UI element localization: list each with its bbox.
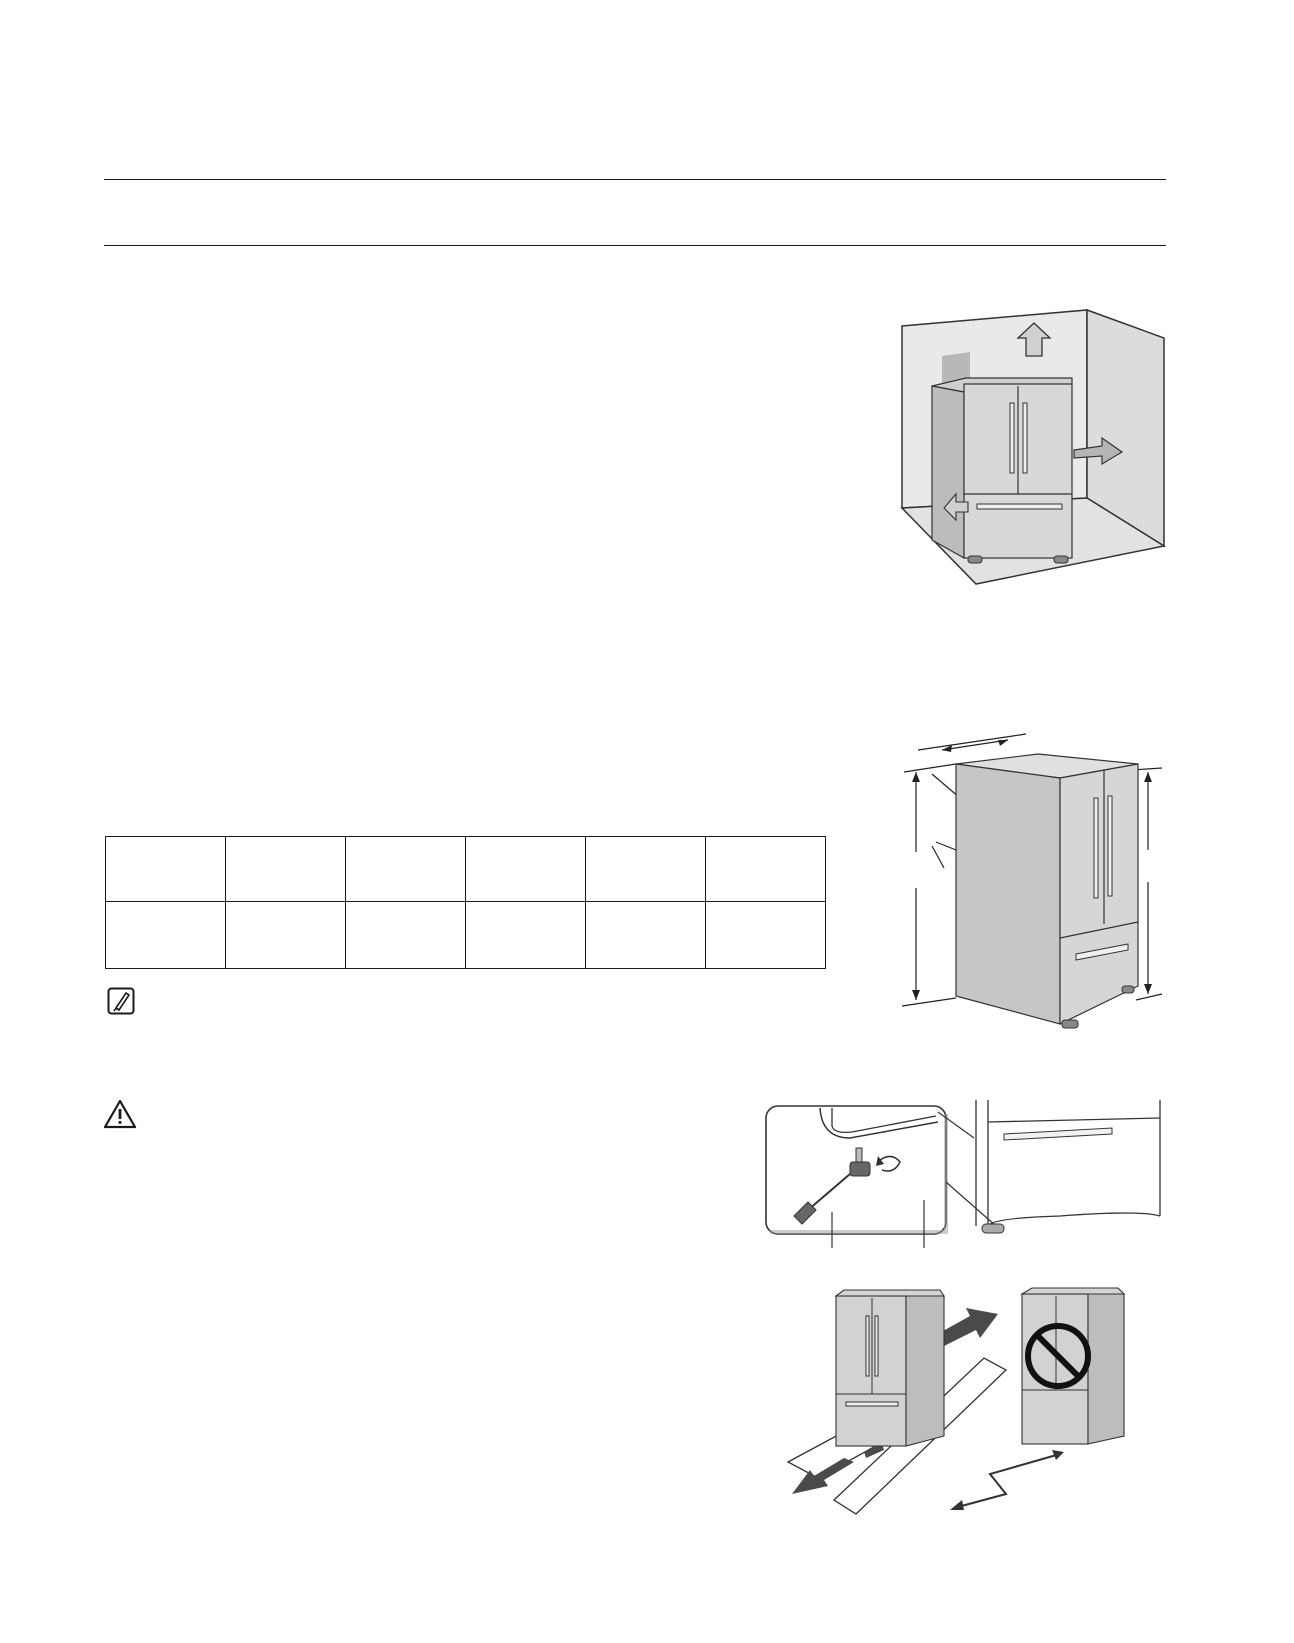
table-cell: [346, 902, 466, 969]
fridge-prohibited-illustration: [1022, 1288, 1124, 1444]
table-cell: [226, 902, 346, 969]
header-rule-top: [104, 179, 1166, 180]
table-cell: [346, 837, 466, 902]
fridge-on-boards-illustration: [836, 1290, 944, 1446]
moving-figure: [784, 1286, 1144, 1526]
fridge-illustration: [932, 378, 1072, 563]
table-cell: [106, 902, 226, 969]
table-cell: [466, 902, 586, 969]
table-row: [106, 902, 826, 969]
fridge-bottom-illustration: [976, 1100, 1160, 1233]
header-rule-bottom: [104, 245, 1166, 246]
leveling-figure: [760, 1098, 1170, 1248]
table-cell: [706, 837, 826, 902]
table-cell: [226, 837, 346, 902]
table-cell: [586, 902, 706, 969]
table-cell: [706, 902, 826, 969]
fridge-dimension-illustration: [956, 754, 1138, 1028]
table-row: [106, 837, 826, 902]
note-pencil-icon: [107, 987, 135, 1015]
clearance-figure: [892, 308, 1168, 588]
warning-triangle-icon: [103, 1099, 137, 1129]
table-cell: [466, 837, 586, 902]
sideways-zigzag-arrow-icon: [950, 1450, 1064, 1510]
table-cell: [106, 837, 226, 902]
spec-table: [105, 836, 826, 969]
dimension-figure: [896, 728, 1168, 1040]
table-cell: [586, 837, 706, 902]
